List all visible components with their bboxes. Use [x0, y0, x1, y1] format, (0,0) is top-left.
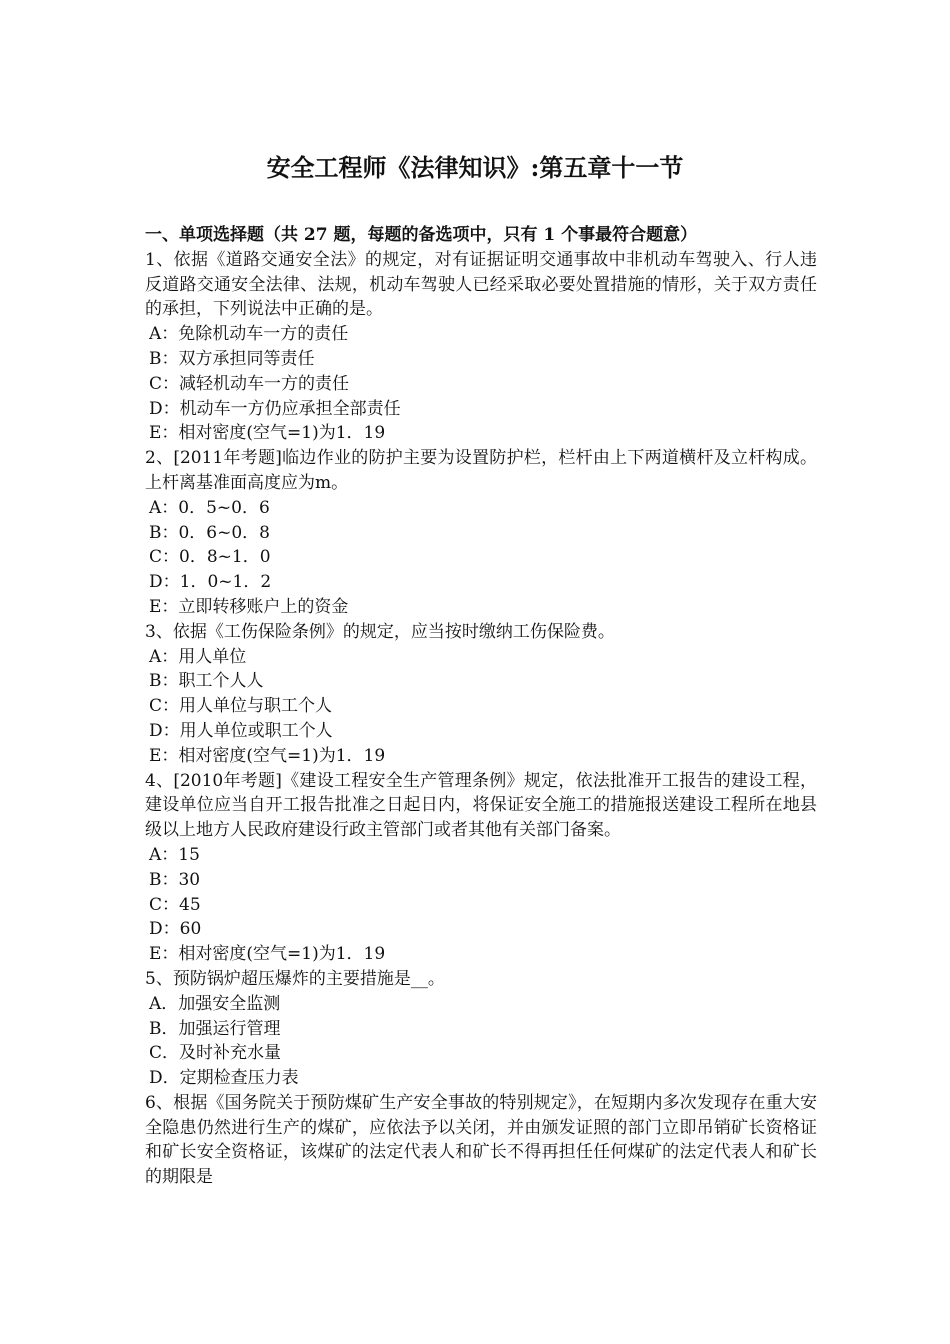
question-5 [145, 967, 817, 1091]
option-a: A．加强安全监测 [149, 993, 281, 1014]
option-c: C．及时补充水量 [149, 1043, 282, 1064]
option-e: E：立即转移账户上的资金 [149, 596, 349, 617]
option-a: A：0．5~0．6 [149, 497, 270, 518]
question-4 [145, 769, 817, 967]
question-1 [145, 248, 817, 446]
question-stem: 4、[2010年考题]《建设工程安全生产管理条例》规定，依法批准开工报告的建设工程，建设单位应当自开工报告批准之日起日内，将保证安全施工的措施报送建设工程所在地县级以上地方人民政府建设行政主管部门或者其他有关部门备案。 [145, 770, 817, 841]
option-d: D：1．0~1．2 [149, 572, 272, 593]
question-2 [145, 446, 817, 620]
option-d: D：60 [149, 919, 202, 940]
question-3 [145, 620, 817, 769]
option-c: C：45 [149, 894, 201, 915]
document-body [145, 223, 817, 1190]
option-d: D．定期检查压力表 [149, 1068, 299, 1089]
question-stem: 2、[2011年考题]临边作业的防护主要为设置防护栏，栏杆由上下两道横杆及立杆构成。上杆离基准面高度应为m。 [145, 448, 817, 493]
option-e: E：相对密度(空气=1)为1．19 [149, 745, 386, 766]
section-heading: 一、单项选择题（共 27 题，每题的备选项中，只有 1 个事最符合题意） [145, 225, 698, 245]
question-stem: 3、依据《工伤保险条例》的规定，应当按时缴纳工伤保险费。 [145, 621, 615, 642]
option-b: B：双方承担同等责任 [149, 348, 315, 369]
option-a: A：15 [149, 844, 200, 865]
option-c: C：减轻机动车一方的责任 [149, 373, 350, 394]
option-a: A：用人单位 [149, 646, 247, 667]
option-d: D：机动车一方仍应承担全部责任 [149, 398, 401, 419]
option-b: B：30 [149, 869, 201, 890]
question-stem: 1、依据《道路交通安全法》的规定，对有证据证明交通事故中非机动车驾驶入、行人违反道路交通安全法律、法规，机动车驾驶人已经采取必要处置措施的情形，关于双方责任的承担，下列说法中正确的是。 [145, 249, 817, 320]
option-c: C：0．8~1．0 [149, 547, 271, 568]
option-b: B：0．6~0．8 [149, 522, 271, 543]
document-title: 安全工程师《法律知识》:第五章十一节 [266, 153, 684, 182]
option-a: A：免除机动车一方的责任 [149, 324, 349, 345]
option-e: E：相对密度(空气=1)为1．19 [149, 423, 386, 444]
option-e: E：相对密度(空气=1)为1．19 [149, 944, 386, 965]
question-stem: 5、预防锅炉超压爆炸的主要措施是__。 [145, 968, 445, 989]
question-stem: 6、根据《国务院关于预防煤矿生产安全事故的特别规定》，在短期内多次发现存在重大安全隐患仍然进行生产的煤矿，应依法予以关闭，并由颁发证照的部门立即吊销矿长资格证和矿长安全资格证，该煤矿的法定代表人和矿长不得再担任任何煤矿的法定代表人和矿长的期限是 [145, 1092, 817, 1188]
option-c: C：用人单位与职工个人 [149, 696, 333, 717]
question-6 [145, 1091, 817, 1190]
option-b: B：职工个人人 [149, 671, 264, 692]
option-b: B．加强运行管理 [149, 1018, 281, 1039]
option-d: D：用人单位或职工个人 [149, 720, 333, 741]
